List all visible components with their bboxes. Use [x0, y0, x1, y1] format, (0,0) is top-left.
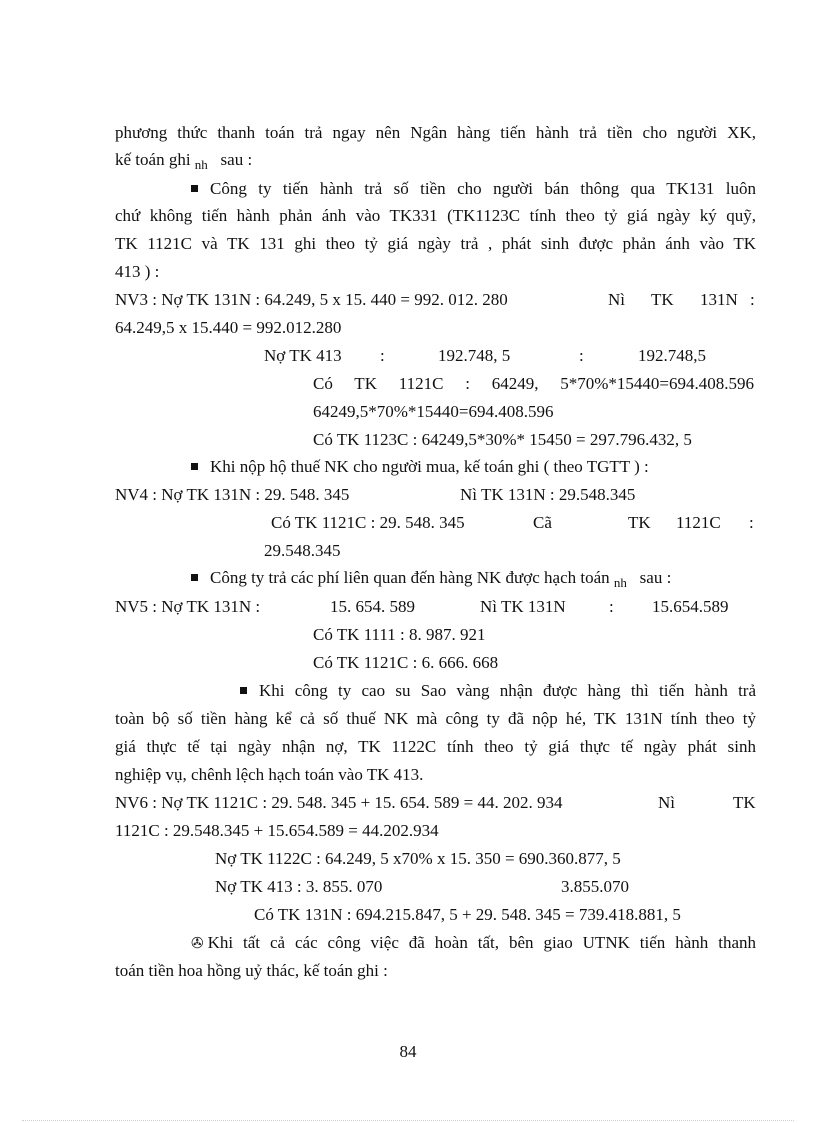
journal-entry: 29.548.345: [264, 541, 341, 560]
footer-divider: [22, 1120, 794, 1121]
journal-entry: NV6 : Nợ TK 1121C : 29. 548. 345 + 15. 654. 589 = 44. 202. 934: [115, 793, 563, 812]
paragraph-line: giá thực tế tại ngày nhận nợ, TK 1122C tính theo tỷ giá thực tế ngày phát sinh: [115, 737, 756, 756]
journal-entry: :: [749, 513, 754, 532]
journal-entry: Có TK 1111 : 8. 987. 921: [313, 625, 486, 644]
ornament-bullet-icon: ✇: [191, 936, 204, 952]
journal-entry: NV5 : Nợ TK 131N :: [115, 597, 261, 616]
journal-entry: 1121C: [676, 513, 721, 532]
journal-entry: 3.855.070: [561, 877, 629, 896]
journal-entry: Nợ TK 1122C : 64.249, 5 x70% x 15. 350 = 690.360.877, 5: [215, 849, 621, 868]
journal-entry: :: [380, 346, 385, 365]
journal-entry: TK: [651, 290, 674, 309]
journal-entry: 192.748, 5: [438, 346, 511, 365]
bullet-item: Công ty tiến hành trả số tiền cho người bán thông qua TK131 luôn: [191, 178, 756, 200]
paragraph-line: toàn bộ số tiền hàng kể cả số thuế NK mà công ty đã nộp hé, TK 131N tính theo tỷ: [115, 709, 756, 728]
paragraph-line: nghiệp vụ, chênh lệch hạch toán vào TK 413.: [115, 765, 424, 784]
journal-entry: :: [609, 597, 614, 616]
journal-entry: :: [750, 290, 755, 309]
journal-entry: Cã: [533, 513, 552, 532]
journal-entry: Nợ TK 413: [264, 346, 342, 365]
journal-entry: Có TK 1121C : 6. 666. 668: [313, 653, 499, 672]
paragraph-line: phương thức thanh toán trả ngay nên Ngân hàng tiến hành trả tiền cho người XK,: [115, 123, 756, 142]
journal-entry: Có TK 1121C : 64249, 5*70%*15440=694.408.596: [313, 374, 754, 393]
journal-entry: 131N: [700, 290, 738, 309]
journal-entry: 1121C : 29.548.345 + 15.654.589 = 44.202.934: [115, 821, 439, 840]
square-bullet-icon: [191, 574, 198, 581]
journal-entry: TK: [733, 793, 756, 812]
journal-entry: Nì: [608, 290, 625, 309]
journal-entry: 64.249,5 x 15.440 = 992.012.280: [115, 318, 342, 337]
journal-entry: 64249,5*70%*15440=694.408.596: [313, 402, 554, 421]
journal-entry: 192.748,5: [638, 346, 706, 365]
bullet-item: Công ty trả các phí liên quan đến hàng NK được hạch toán $_{nh}$ sau :: [191, 567, 671, 590]
square-bullet-icon: [240, 687, 247, 694]
paragraph-line: ✇ Khi tất cả các công việc đã hoàn tất, bên giao UTNK tiến hành thanh: [191, 932, 756, 955]
journal-entry: Nì TK 131N : 29.548.345: [460, 485, 636, 504]
square-bullet-icon: [191, 185, 198, 192]
page-number: 84: [399, 1042, 417, 1061]
journal-entry: Có TK 131N : 694.215.847, 5 + 29. 548. 345 = 739.418.881, 5: [254, 905, 681, 924]
journal-entry: NV4 : Nợ TK 131N : 29. 548. 345: [115, 485, 350, 504]
journal-entry: NV3 : Nợ TK 131N : 64.249, 5 x 15. 440 = 992. 012. 280: [115, 290, 508, 309]
journal-entry: Nợ TK 413 : 3. 855. 070: [215, 877, 383, 896]
paragraph-line: chứ không tiến hành phản ánh vào TK331 (TK1123C tính theo tỷ giá ngày ký quỹ,: [115, 206, 756, 225]
journal-entry: Có TK 1121C : 29. 548. 345: [271, 513, 465, 532]
bullet-item: Khi nộp hộ thuế NK cho người mua, kế toán ghi ( theo TGTT ) :: [191, 456, 649, 478]
paragraph-line: kế toán ghi $_{nh}$ sau :: [115, 150, 253, 172]
journal-entry: Nì: [658, 793, 675, 812]
bullet-item: Khi công ty cao su Sao vàng nhận được hàng thì tiến hành trả: [240, 680, 756, 702]
paragraph-line: toán tiền hoa hồng uỷ thác, kế toán ghi :: [115, 961, 388, 980]
paragraph-line: 413 ) :: [115, 262, 160, 281]
journal-entry: Nì TK 131N: [480, 597, 566, 616]
journal-entry: :: [579, 346, 584, 365]
square-bullet-icon: [191, 463, 198, 470]
paragraph-line: TK 1121C và TK 131 ghi theo tỷ giá ngày trả , phát sinh được phản ánh vào TK: [115, 234, 756, 253]
journal-entry: 15.654.589: [652, 597, 729, 616]
journal-entry: TK: [628, 513, 651, 532]
journal-entry: Có TK 1123C : 64249,5*30%* 15450 = 297.796.432, 5: [313, 430, 692, 449]
journal-entry: 15. 654. 589: [330, 597, 415, 616]
